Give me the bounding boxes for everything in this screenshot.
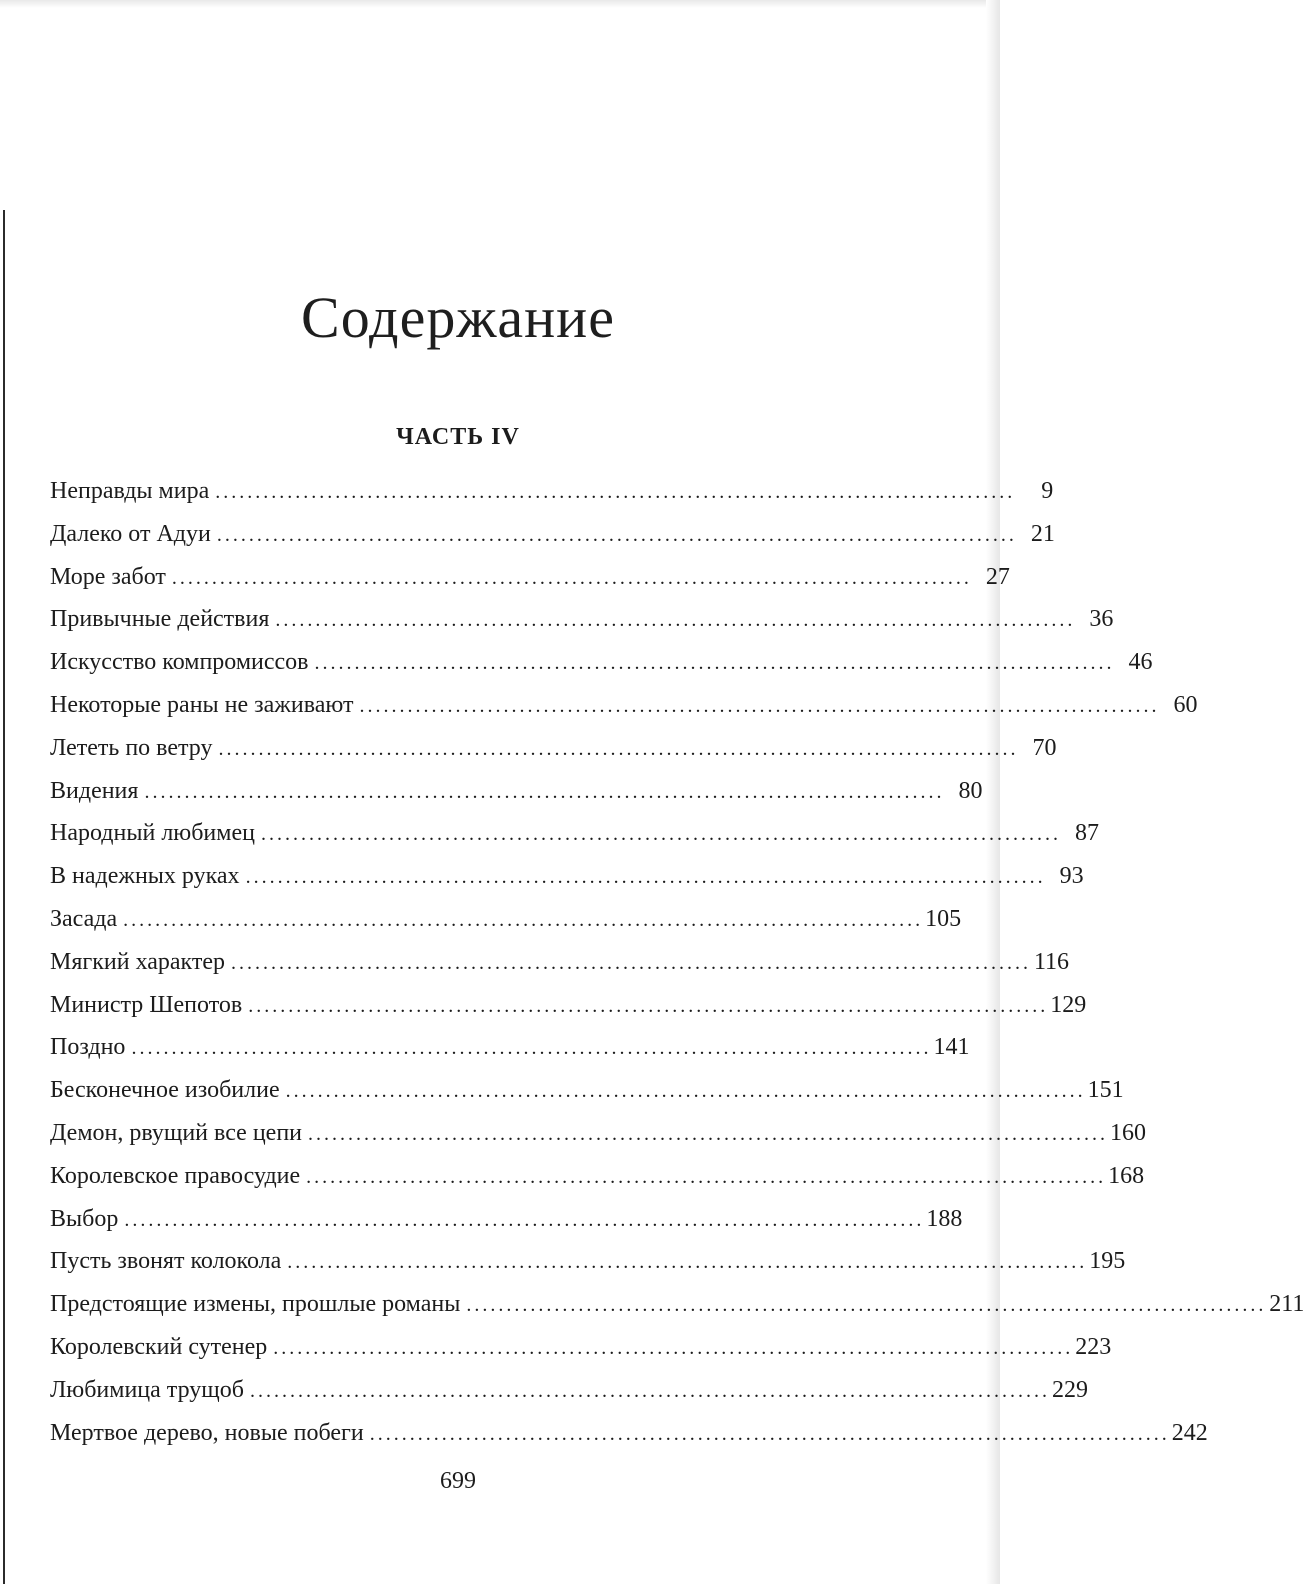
scan-edge-line	[3, 210, 5, 1584]
toc-entry-title: В надежных руках	[50, 863, 240, 890]
toc-entry-page: 211	[1269, 1291, 1304, 1318]
leader-dots: ....................................................................................................	[260, 823, 1061, 846]
toc-entry-page: 93	[1059, 863, 1084, 890]
toc-entry-title: Любимица трущоб	[50, 1376, 244, 1403]
toc-entry-title: Предстоящие измены, прошлые романы	[50, 1291, 461, 1318]
toc-entry-title: Королевское правосудие	[50, 1162, 301, 1189]
leader-dots: ....................................................................................................	[248, 994, 1049, 1017]
toc-entry-page: 188	[926, 1205, 963, 1232]
toc-entry-page: 116	[1033, 948, 1070, 975]
toc-entry-title: Некоторые раны не заживают	[50, 691, 354, 718]
toc-entry[interactable]	[50, 1069, 1124, 1112]
toc-entry-page: 46	[1128, 649, 1153, 676]
toc-entry-title: Министр Шепотов	[50, 991, 243, 1018]
toc-entry-title: Мягкий характер	[50, 948, 226, 975]
toc-entry-page: 60	[1173, 691, 1198, 718]
leader-dots: ....................................................................................................	[273, 1336, 1074, 1359]
toc-entry-title: Поздно	[50, 1034, 126, 1061]
toc-entry-page: 242	[1171, 1419, 1208, 1446]
toc-entry-page: 223	[1075, 1333, 1112, 1360]
toc-entry-title: Лететь по ветру	[50, 734, 213, 761]
leader-dots: ....................................................................................................	[308, 1122, 1108, 1145]
leader-dots: ....................................................................................................	[306, 1165, 1107, 1188]
toc-entry-title: Мертвое дерево, новые побеги	[50, 1419, 364, 1446]
toc-entry[interactable]	[50, 641, 1153, 684]
toc-entry-title: Море забот	[50, 563, 166, 590]
toc-entry-page: 229	[1051, 1376, 1088, 1403]
toc-entry-page: 141	[933, 1034, 970, 1061]
toc-entry[interactable]	[50, 855, 1084, 898]
toc-entry[interactable]	[50, 470, 1054, 513]
leader-dots: ....................................................................................................	[218, 737, 1019, 760]
toc-entry-title: Неправды мира	[50, 478, 210, 504]
toc-entry[interactable]	[50, 1412, 1208, 1455]
toc-entry-title: Королевский сутенер	[50, 1333, 268, 1360]
toc-entry-title: Пусть звонят колокола	[50, 1248, 282, 1275]
toc-entry-title: Народный любимец	[50, 820, 255, 847]
leader-dots: ....................................................................................................	[466, 1294, 1267, 1317]
leader-dots: ....................................................................................................	[124, 1208, 925, 1231]
toc-entry-title: Бесконечное изобилие	[50, 1077, 280, 1104]
leader-dots: ....................................................................................................	[369, 1422, 1170, 1445]
toc-entry[interactable]	[50, 727, 1057, 770]
toc-entry-page: 9	[1041, 478, 1054, 504]
toc-entry-title: Засада	[50, 905, 118, 932]
toc-entry[interactable]	[50, 1326, 1112, 1369]
toc-entry-page: 80	[958, 777, 983, 804]
leader-dots: ....................................................................................................	[287, 1251, 1088, 1274]
table-of-contents	[50, 470, 1304, 1454]
toc-entry-page: 168	[1108, 1162, 1145, 1189]
toc-entry[interactable]	[50, 513, 1055, 556]
toc-entry[interactable]	[50, 770, 983, 813]
toc-entry-title: Далеко от Адуи	[50, 520, 211, 547]
toc-entry-page: 160	[1110, 1119, 1146, 1146]
part-heading: ЧАСТЬ IV	[396, 424, 520, 450]
leader-dots: ....................................................................................................	[249, 1379, 1050, 1402]
toc-entry[interactable]	[50, 941, 1070, 984]
leader-dots: ....................................................................................................	[275, 609, 1076, 632]
leader-dots: ....................................................................................................	[131, 1037, 932, 1060]
toc-entry-page: 195	[1089, 1248, 1126, 1275]
toc-entry-page: 129	[1050, 991, 1087, 1018]
leader-dots: ....................................................................................................	[314, 652, 1115, 675]
toc-entry-page: 70	[1032, 734, 1057, 761]
toc-entry-page: 27	[985, 563, 1010, 590]
toc-entry[interactable]	[50, 1026, 970, 1069]
leader-dots: ....................................................................................................	[216, 523, 1017, 546]
leader-dots: ....................................................................................................	[215, 481, 1016, 503]
toc-entry[interactable]	[50, 598, 1114, 641]
leader-dots: ....................................................................................................	[144, 780, 945, 803]
leader-dots: ....................................................................................................	[245, 866, 1046, 889]
toc-entry-title: Привычные действия	[50, 606, 270, 633]
toc-entry-page: 21	[1030, 520, 1055, 547]
toc-entry-title: Демон, рвущий все цепи	[50, 1119, 302, 1146]
toc-entry-title: Искусство компромиссов	[50, 649, 309, 676]
leader-dots: ....................................................................................................	[285, 1080, 1086, 1103]
page-title: Содержание	[301, 285, 615, 350]
toc-entry[interactable]	[50, 684, 1198, 727]
toc-entry-page: 105	[925, 905, 962, 932]
page-number: 699	[440, 1468, 476, 1494]
leader-dots: ....................................................................................................	[231, 951, 1032, 974]
toc-entry[interactable]	[50, 898, 962, 941]
toc-entry[interactable]	[50, 984, 1087, 1027]
toc-entry-title: Видения	[50, 777, 139, 804]
toc-entry[interactable]	[50, 1283, 1304, 1326]
toc-entry[interactable]	[50, 1198, 963, 1241]
toc-entry[interactable]	[50, 556, 1010, 599]
leader-dots: ....................................................................................................	[171, 566, 972, 589]
toc-entry-page: 36	[1089, 606, 1114, 633]
leader-dots: ....................................................................................................	[359, 694, 1160, 717]
page-edge-top	[0, 0, 1000, 8]
toc-entry[interactable]	[50, 1369, 1088, 1412]
toc-entry-title: Выбор	[50, 1205, 119, 1232]
toc-entry[interactable]	[50, 812, 1099, 855]
toc-entry[interactable]	[50, 1240, 1126, 1283]
toc-entry[interactable]	[50, 1112, 1146, 1155]
toc-entry-page: 87	[1074, 820, 1099, 847]
toc-entry-page: 151	[1087, 1077, 1124, 1104]
toc-entry[interactable]	[50, 1155, 1145, 1198]
leader-dots: ....................................................................................................	[123, 908, 924, 931]
